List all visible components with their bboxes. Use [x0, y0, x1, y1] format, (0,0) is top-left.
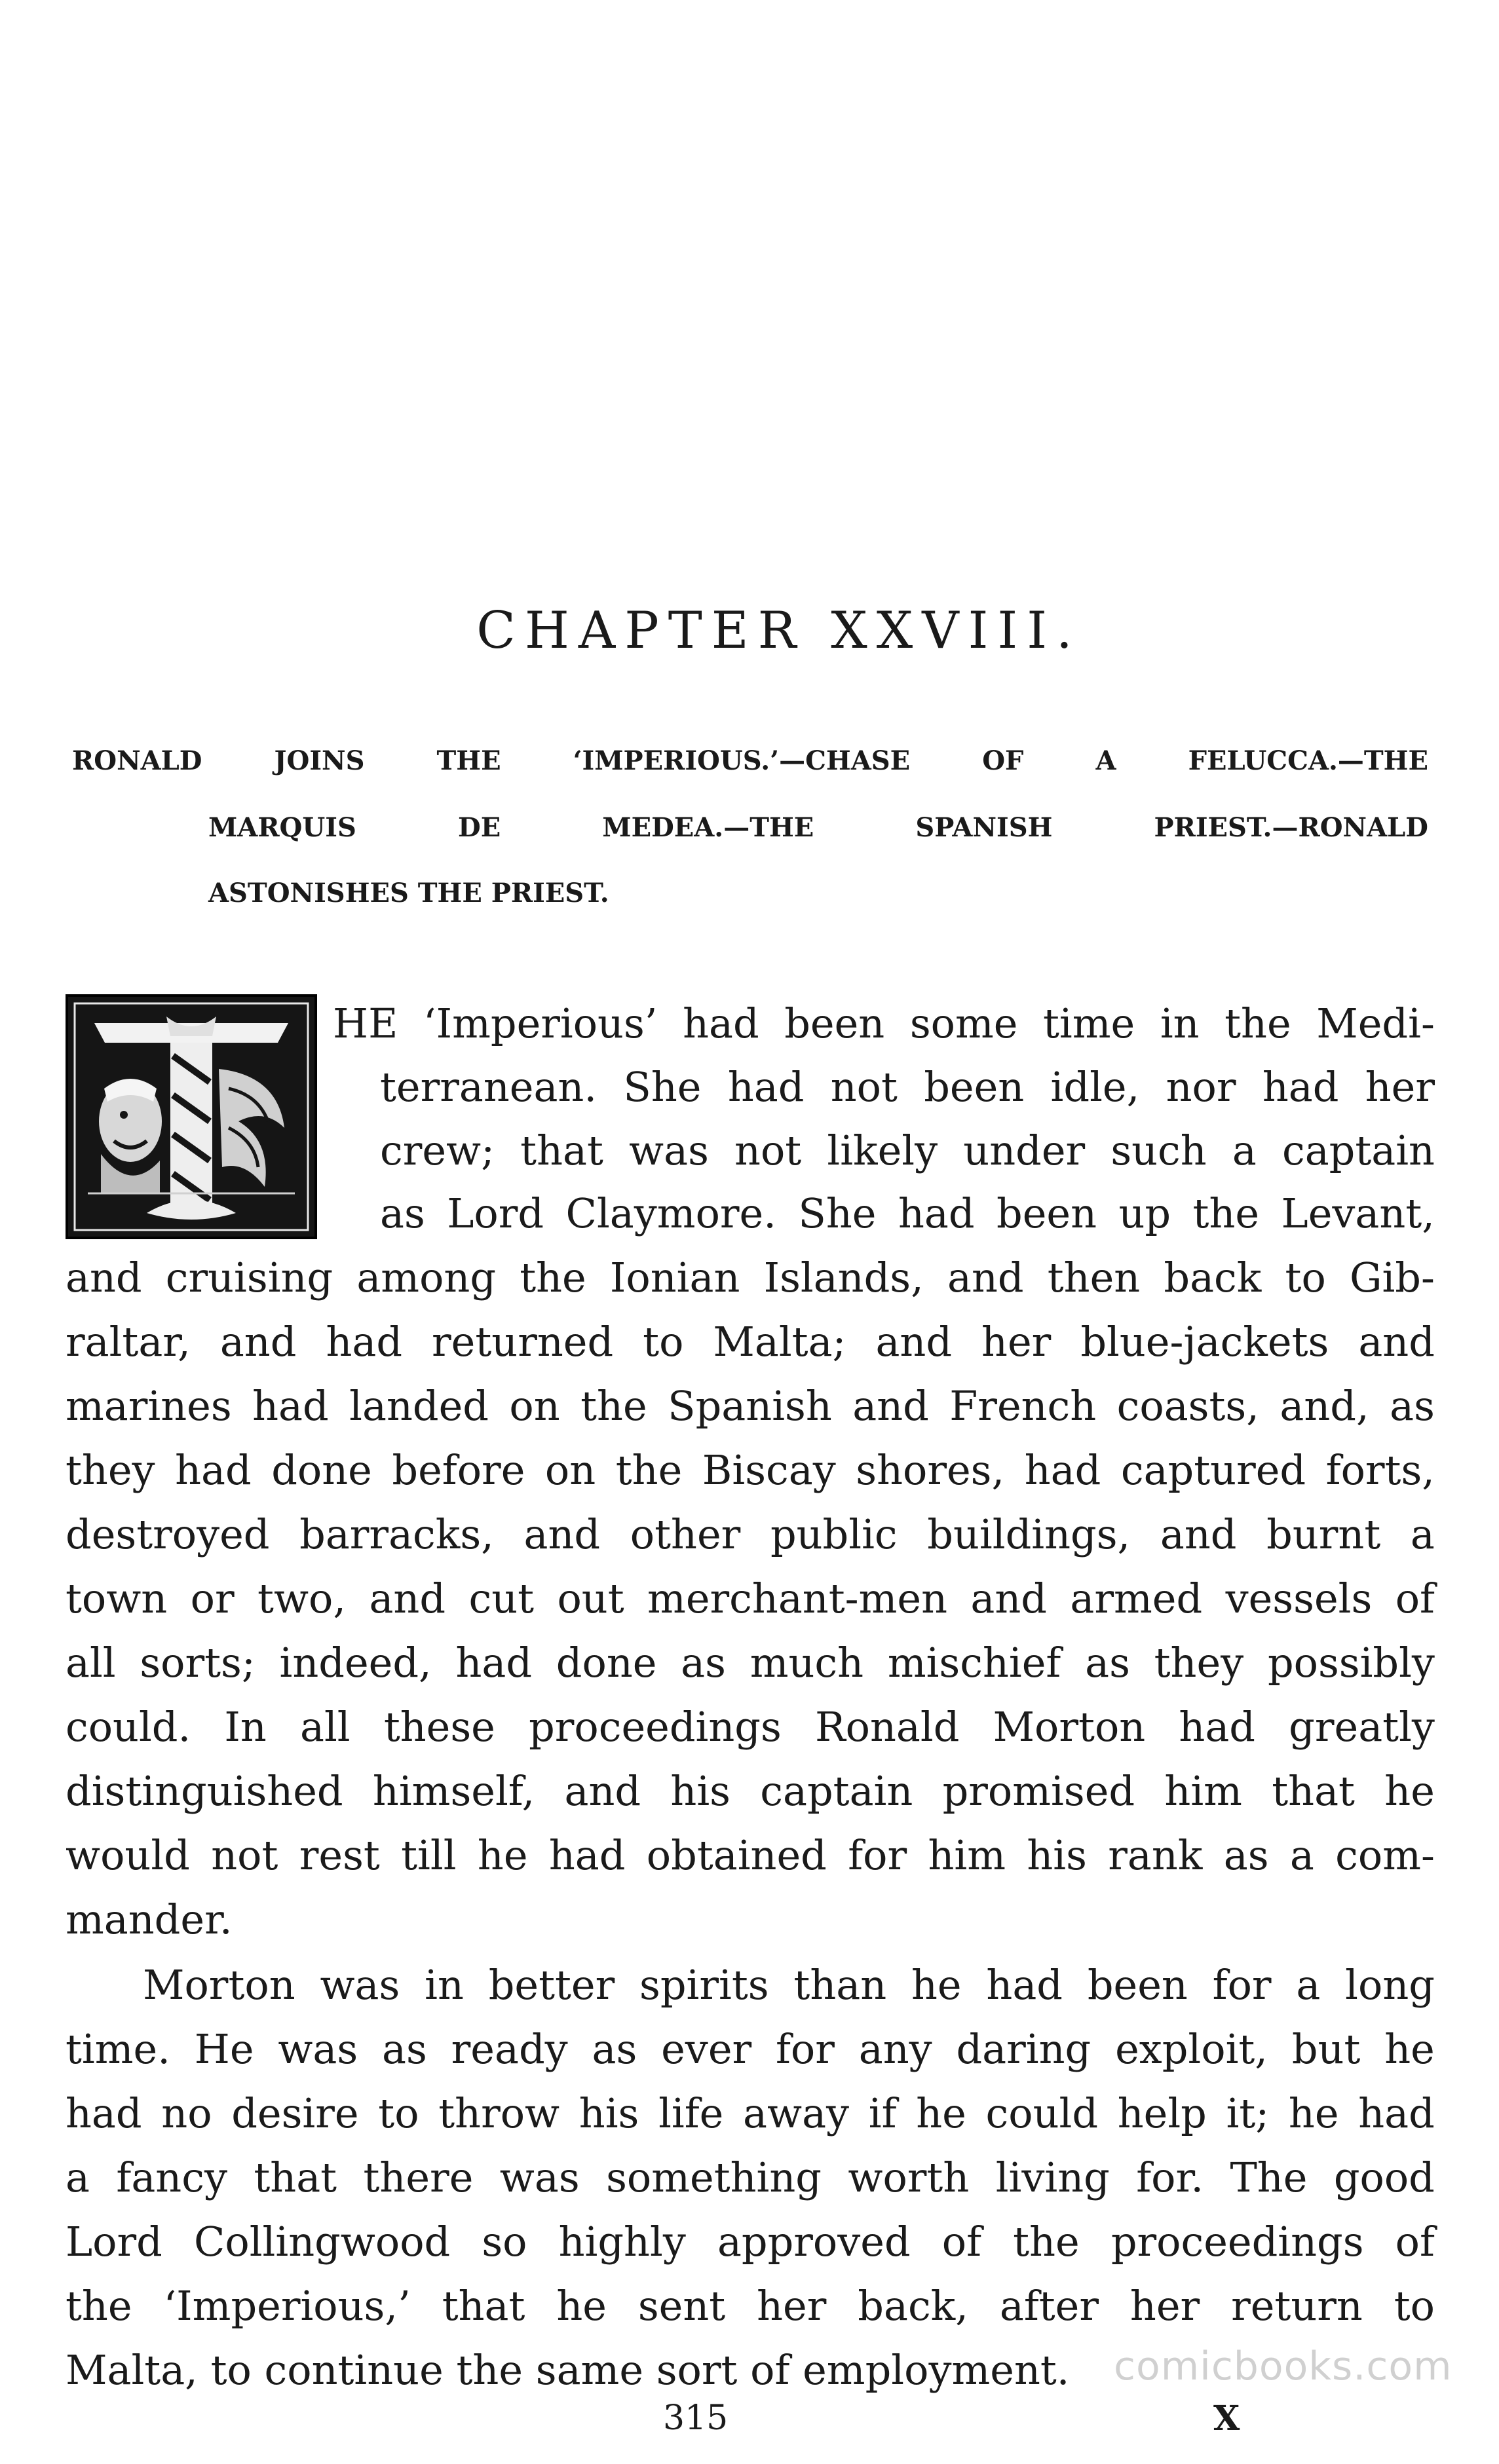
- chapter-title: CHAPTER XXVIII.: [476, 601, 1082, 660]
- word: his: [670, 1767, 731, 1815]
- word: captain: [760, 1767, 913, 1815]
- text-line: [66, 1248, 1435, 1307]
- word: he: [911, 1961, 962, 2009]
- word: good: [1333, 2154, 1435, 2201]
- word: he: [556, 2282, 607, 2330]
- word: been: [924, 1063, 1025, 1111]
- word: exploit,: [1115, 2025, 1268, 2073]
- word: Malta;: [713, 1318, 846, 1366]
- word: better: [488, 1961, 615, 2009]
- word: not: [211, 1831, 278, 1879]
- word: a: [1232, 1127, 1257, 1174]
- word: he: [1288, 2089, 1339, 2137]
- synopsis-word: A: [1095, 745, 1116, 776]
- word: town: [66, 1575, 168, 1622]
- text-line: [66, 1377, 1435, 1436]
- word: could: [985, 2089, 1099, 2137]
- word: cut: [468, 1575, 535, 1622]
- word: Claymore.: [565, 1189, 776, 1237]
- synopsis-word: DE: [458, 812, 501, 843]
- word: captain: [1281, 1127, 1435, 1174]
- word: help: [1117, 2089, 1207, 2137]
- word: for: [775, 2025, 835, 2073]
- word: Ionian: [609, 1254, 740, 1301]
- word: and: [1358, 1318, 1435, 1366]
- word: had: [683, 999, 759, 1047]
- word: him: [928, 1831, 1006, 1879]
- word: likely: [827, 1127, 938, 1174]
- word: two,: [257, 1575, 347, 1622]
- text-line: [66, 1441, 1435, 1500]
- word: but: [1291, 2025, 1361, 2073]
- word: him: [1164, 1767, 1242, 1815]
- word: rank: [1108, 1831, 1203, 1879]
- word: blue-jackets: [1080, 1318, 1329, 1366]
- word: He: [194, 2025, 254, 2073]
- word: all: [300, 1703, 351, 1751]
- word: had: [455, 1639, 533, 1687]
- word: She: [798, 1189, 877, 1237]
- word: The: [1230, 2154, 1308, 2201]
- word: was: [629, 1127, 709, 1174]
- word: as: [1223, 1831, 1269, 1879]
- watermark: comicbooks.com: [1114, 2343, 1452, 2389]
- word: indeed,: [279, 1639, 432, 1687]
- word: for: [1212, 1961, 1272, 2009]
- word: barracks,: [299, 1510, 494, 1558]
- synopsis-word: OF: [982, 745, 1024, 776]
- word: any: [858, 2025, 932, 2073]
- word: highly: [558, 2218, 686, 2266]
- text-line: [66, 2212, 1435, 2271]
- word: been: [996, 1189, 1097, 1237]
- word: obtained: [646, 1831, 827, 1879]
- word: for: [848, 1831, 907, 1879]
- word: had: [1262, 1063, 1339, 1111]
- word: something: [606, 2154, 822, 2201]
- word: and: [1160, 1510, 1237, 1558]
- word: other: [630, 1510, 741, 1558]
- word: armed: [1070, 1575, 1203, 1622]
- word: to: [643, 1318, 684, 1366]
- word: time.: [66, 2025, 170, 2073]
- word: returned: [432, 1318, 614, 1366]
- text-line: [66, 2084, 1435, 2143]
- word: Collingwood: [193, 2218, 451, 2266]
- word: all: [66, 1639, 116, 1687]
- word: long: [1345, 1961, 1435, 2009]
- word: no: [161, 2089, 212, 2137]
- word: spirits: [639, 1961, 769, 2009]
- word: buildings,: [927, 1510, 1131, 1558]
- word: there: [363, 2154, 474, 2201]
- word: life: [658, 2089, 724, 2137]
- word: then: [1047, 1254, 1141, 1301]
- word: a: [66, 2154, 90, 2201]
- word: of: [941, 2218, 982, 2266]
- word: of: [1395, 2218, 1435, 2266]
- word: under: [963, 1127, 1086, 1174]
- word: possibly: [1267, 1639, 1435, 1687]
- word: sent: [637, 2282, 726, 2330]
- word: had: [252, 1382, 329, 1430]
- word: Morton: [993, 1703, 1146, 1751]
- word: the: [1013, 2218, 1080, 2266]
- word: com-: [1335, 1831, 1435, 1879]
- word: public: [770, 1510, 898, 1558]
- text-line: [66, 2020, 1435, 2079]
- word: they: [66, 1446, 155, 1494]
- word: if: [868, 2089, 897, 2137]
- word: sorts;: [140, 1639, 256, 1687]
- word: some: [909, 999, 1018, 1047]
- word: and: [219, 1318, 297, 1366]
- word: her: [981, 1318, 1052, 1366]
- text-line: [66, 1313, 1435, 1372]
- word: done: [271, 1446, 372, 1494]
- word: much: [750, 1639, 864, 1687]
- word: that: [254, 2154, 337, 2201]
- word: they: [1154, 1639, 1244, 1687]
- word: to: [1394, 2282, 1435, 2330]
- synopsis-line-3: ASTONISHES THE PRIEST.: [208, 878, 609, 908]
- word: had: [727, 1063, 805, 1111]
- word: ‘Imperious,’: [163, 2282, 411, 2330]
- synopsis-word: RONALD: [72, 745, 202, 776]
- word: had: [175, 1446, 252, 1494]
- synopsis-word: MEDEA.—THE: [602, 812, 814, 843]
- word: up: [1118, 1189, 1171, 1237]
- word: desire: [231, 2089, 359, 2137]
- word: time: [1043, 999, 1135, 1047]
- word: for.: [1136, 2154, 1204, 2201]
- synopsis-line-1: [72, 745, 1428, 776]
- text-line: [380, 1121, 1435, 1180]
- word: had: [898, 1189, 975, 1237]
- text-line: [66, 1762, 1435, 1821]
- word: terranean.: [380, 1063, 598, 1111]
- word: been: [784, 999, 885, 1047]
- word: such: [1110, 1127, 1207, 1174]
- word: distinguished: [66, 1767, 343, 1815]
- text-line: [66, 1633, 1435, 1692]
- word: been: [1087, 1961, 1188, 2009]
- word: himself,: [372, 1767, 535, 1815]
- word: as: [592, 2025, 637, 2073]
- word: throw: [438, 2089, 560, 2137]
- word: crew;: [380, 1127, 495, 1174]
- word: forts,: [1325, 1446, 1435, 1494]
- word: and: [852, 1382, 929, 1430]
- word: had: [66, 2089, 142, 2137]
- word: and: [564, 1767, 641, 1815]
- word: in: [1160, 999, 1200, 1047]
- word: return: [1231, 2282, 1363, 2330]
- word: back: [1164, 1254, 1262, 1301]
- text-line: [66, 1698, 1435, 1757]
- word: had: [986, 1961, 1063, 2009]
- word: had: [548, 1831, 626, 1879]
- word: to: [1285, 1254, 1326, 1301]
- word: promised: [942, 1767, 1135, 1815]
- word: was: [499, 2154, 580, 2201]
- text-line: [380, 1184, 1435, 1243]
- text-line: [380, 1058, 1435, 1117]
- word: as: [1085, 1639, 1130, 1687]
- word: and: [875, 1318, 953, 1366]
- word: not: [734, 1127, 802, 1174]
- word: was: [278, 2025, 358, 2073]
- text-line: [66, 2148, 1435, 2207]
- word: ready: [451, 2025, 568, 2073]
- word: on: [544, 1446, 596, 1494]
- word: and: [369, 1575, 446, 1622]
- word: and: [66, 1254, 142, 1301]
- word: Lord: [447, 1189, 544, 1237]
- word: Islands,: [763, 1254, 924, 1301]
- signature-mark: X: [1213, 2399, 1240, 2438]
- synopsis-word: PRIEST.—RONALD: [1154, 812, 1428, 843]
- word: had: [1024, 1446, 1101, 1494]
- word: Gib-: [1349, 1254, 1435, 1301]
- word: as: [380, 1189, 425, 1237]
- word: and: [523, 1510, 601, 1558]
- word: the: [580, 1382, 647, 1430]
- synopsis-word: ‘IMPERIOUS.’—CHASE: [573, 745, 911, 776]
- word: idle,: [1050, 1063, 1140, 1111]
- word: Biscay: [702, 1446, 836, 1494]
- word: HE: [333, 999, 398, 1047]
- text-line: [143, 1956, 1435, 2015]
- word: She: [623, 1063, 702, 1111]
- word: Ronald: [814, 1703, 960, 1751]
- word: Morton: [143, 1961, 295, 2009]
- word: as: [1390, 1382, 1435, 1430]
- text-line: mander.: [66, 1895, 233, 1943]
- word: her: [1365, 1063, 1435, 1111]
- word: fancy: [116, 2154, 227, 2201]
- word: of: [1395, 1575, 1435, 1622]
- word: away: [743, 2089, 850, 2137]
- word: that: [1272, 1767, 1355, 1815]
- word: done: [556, 1639, 657, 1687]
- word: and: [970, 1575, 1047, 1622]
- word: the: [66, 2282, 132, 2330]
- word: that: [442, 2282, 525, 2330]
- word: vessels: [1225, 1575, 1373, 1622]
- word: till: [401, 1831, 457, 1879]
- word: the: [615, 1446, 683, 1494]
- word: cruising: [165, 1254, 333, 1301]
- synopsis-word: MARQUIS: [208, 812, 356, 843]
- word: than: [793, 1961, 887, 2009]
- word: these: [383, 1703, 495, 1751]
- word: the: [1192, 1189, 1260, 1237]
- word: he: [1384, 1767, 1435, 1815]
- ornamental-dropcap-icon: [66, 994, 317, 1239]
- word: greatly: [1289, 1703, 1435, 1751]
- word: to: [378, 2089, 419, 2137]
- word: her: [1129, 2282, 1200, 2330]
- text-line: Malta, to continue the same sort of employment.: [66, 2346, 1070, 2394]
- word: burnt: [1266, 1510, 1381, 1558]
- word: was: [320, 1961, 400, 2009]
- word: so: [482, 2218, 527, 2266]
- word: as: [681, 1639, 726, 1687]
- synopsis-line-2: [208, 812, 1428, 843]
- synopsis-word: THE: [436, 745, 501, 776]
- word: raltar,: [66, 1318, 191, 1366]
- word: In: [224, 1703, 267, 1751]
- word: in: [425, 1961, 464, 2009]
- word: proceedings: [529, 1703, 782, 1751]
- word: approved: [717, 2218, 911, 2266]
- text-line: [66, 1505, 1435, 1564]
- word: among: [356, 1254, 497, 1301]
- word: rest: [299, 1831, 380, 1879]
- word: a: [1410, 1510, 1435, 1558]
- word: Levant,: [1281, 1189, 1435, 1237]
- synopsis-word: SPANISH: [915, 812, 1053, 843]
- word: he: [1384, 2025, 1435, 2073]
- word: his: [579, 2089, 639, 2137]
- word: and: [947, 1254, 1024, 1301]
- word: could.: [66, 1703, 191, 1751]
- word: his: [1027, 1831, 1087, 1879]
- word: the: [1224, 999, 1291, 1047]
- word: out: [557, 1575, 624, 1622]
- word: on: [509, 1382, 560, 1430]
- word: the: [520, 1254, 586, 1301]
- word: before: [392, 1446, 525, 1494]
- word: ‘Imperious’: [423, 999, 658, 1047]
- word: captured: [1120, 1446, 1306, 1494]
- word: coasts,: [1116, 1382, 1259, 1430]
- word: as: [382, 2025, 427, 2073]
- word: he: [916, 2089, 966, 2137]
- word: would: [66, 1831, 190, 1879]
- word: not: [830, 1063, 898, 1111]
- word: Medi-: [1316, 999, 1435, 1047]
- text-line: [333, 994, 1435, 1053]
- word: had: [1179, 1703, 1255, 1751]
- word: it;: [1226, 2089, 1270, 2137]
- word: destroyed: [66, 1510, 270, 1558]
- word: proceedings: [1110, 2218, 1364, 2266]
- word: worth: [848, 2154, 970, 2201]
- word: daring: [956, 2025, 1091, 2073]
- word: a: [1289, 1831, 1314, 1879]
- synopsis-word: JOINS: [274, 745, 365, 776]
- word: landed: [349, 1382, 489, 1430]
- word: mischief: [887, 1639, 1061, 1687]
- synopsis-word: FELUCCA.—THE: [1188, 745, 1428, 776]
- word: living: [995, 2154, 1110, 2201]
- word: back,: [858, 2282, 968, 2330]
- word: nor: [1166, 1063, 1236, 1111]
- word: her: [757, 2282, 827, 2330]
- word: merchant-men: [647, 1575, 947, 1622]
- text-line: [66, 1569, 1435, 1628]
- word: Spanish: [668, 1382, 832, 1430]
- word: had: [1358, 2089, 1435, 2137]
- word: and,: [1280, 1382, 1369, 1430]
- word: he: [477, 1831, 528, 1879]
- word: after: [999, 2282, 1099, 2330]
- word: shores,: [856, 1446, 1005, 1494]
- text-line: [66, 1826, 1435, 1885]
- word: had: [326, 1318, 403, 1366]
- text-line: [66, 2277, 1435, 2336]
- word: French: [949, 1382, 1097, 1430]
- word: that: [520, 1127, 603, 1174]
- word: a: [1296, 1961, 1321, 2009]
- word: or: [190, 1575, 235, 1622]
- page-number: 315: [663, 2399, 729, 2438]
- word: marines: [66, 1382, 232, 1430]
- word: Lord: [66, 2218, 162, 2266]
- word: ever: [661, 2025, 752, 2073]
